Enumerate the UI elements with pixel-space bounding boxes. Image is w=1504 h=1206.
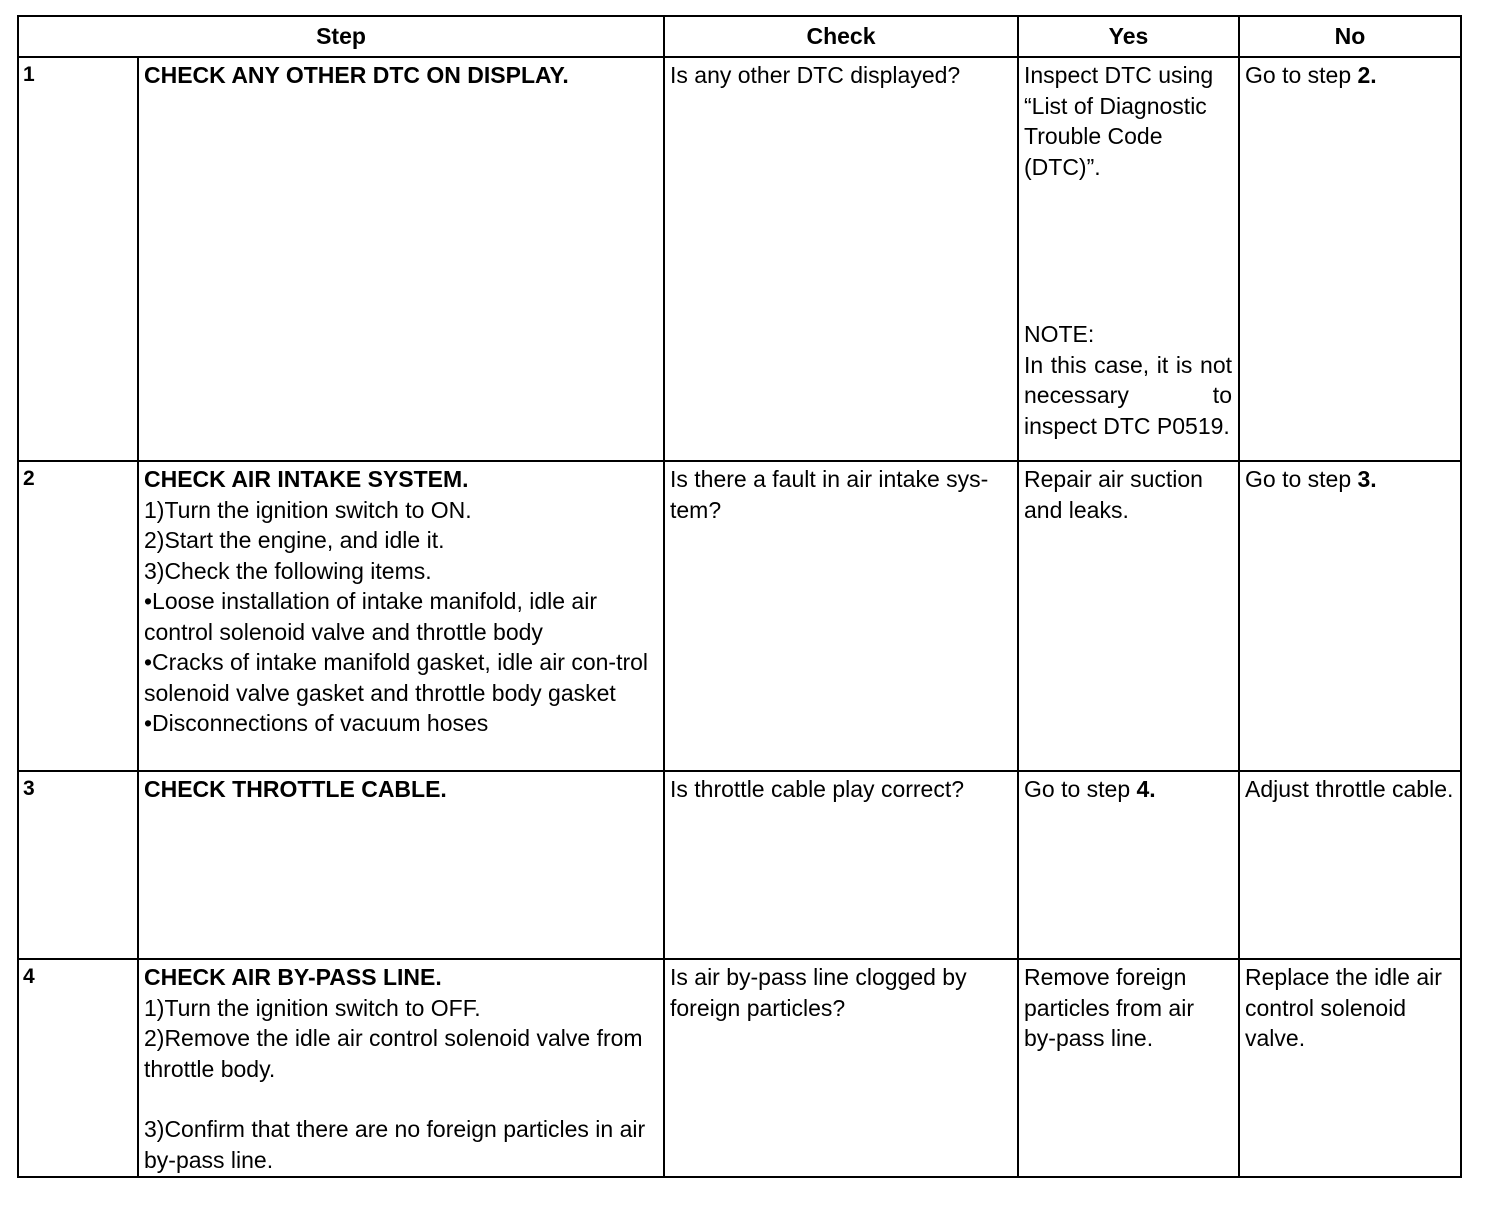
yes-text-line: Inspect DTC using [1024,62,1214,88]
yes-cell [1018,57,1239,461]
note-label: NOTE: [1024,321,1095,347]
header-row [18,16,1461,57]
check-question: Is any other DTC displayed? [670,62,961,88]
step-number: 4 [23,965,35,988]
yes-text: Go to step [1024,776,1137,802]
instruction-line: 3)Confirm that there are no foreign particles in air by-pass line. [144,1116,646,1173]
header-yes: Yes [1018,16,1239,57]
yes-text: Repair air suction and leaks. [1024,466,1203,523]
step-cell [138,959,664,1177]
check-cell [664,57,1018,461]
yes-text-line: Trouble Code [1024,123,1163,149]
yes-text: Remove foreign particles from air by-pass line. [1024,964,1194,1051]
step-title: CHECK ANY OTHER DTC ON DISPLAY. [144,62,569,88]
instruction-line: •Disconnections of vacuum hoses [144,710,489,736]
no-cell [1239,771,1461,959]
step-title: CHECK AIR BY-PASS LINE. [144,964,442,990]
header-no: No [1239,16,1461,57]
step-number-cell [18,959,138,1177]
step-number-cell [18,57,138,461]
instruction-line: 1)Turn the ignition switch to OFF. [144,994,481,1021]
instruction-line: 2)Remove the idle air control solenoid valve from throttle body. [144,1025,643,1082]
step-title: CHECK THROTTLE CABLE. [144,776,447,802]
no-cell [1239,461,1461,771]
check-question: Is throttle cable play correct? [670,776,965,802]
note-text: In this case, it is not necessary to inspect DTC P0519. [1024,351,1232,439]
step-number: 3 [23,777,35,800]
no-text: Go to step [1245,62,1358,88]
instruction-line: •Loose installation of intake manifold, idle air control solenoid valve and throttle body [144,588,597,645]
step-number: 2 [23,467,35,490]
step-reference: 2. [1357,62,1377,88]
yes-cell [1018,771,1239,959]
step-number-cell [18,771,138,959]
no-text: Adjust throttle cable. [1245,776,1454,802]
table-row [18,461,1461,771]
instruction-line: 1)Turn the ignition switch to ON. [144,496,472,523]
no-cell [1239,57,1461,461]
instruction-line: 2)Start the engine, and idle it. [144,527,445,553]
table-row [18,57,1461,461]
yes-text-line: (DTC)”. [1024,153,1101,180]
step-cell [138,57,664,461]
check-cell [664,771,1018,959]
yes-cell [1018,959,1239,1177]
check-cell [664,959,1018,1177]
diagnostic-table [17,15,1462,1178]
yes-cell [1018,461,1239,771]
check-cell [664,461,1018,771]
no-cell [1239,959,1461,1177]
table-row [18,771,1461,959]
step-title: CHECK AIR INTAKE SYSTEM. [144,466,469,492]
no-text: Go to step [1245,466,1358,492]
header-check: Check [664,16,1018,57]
instruction-line: 3)Check the following items. [144,557,432,584]
step-reference: 4. [1136,776,1156,802]
no-text: Replace the idle air control solenoid valve. [1245,964,1442,1051]
instruction-line: •Cracks of intake manifold gasket, idle air con-trol solenoid valve gasket and throttle body gasket [144,649,649,706]
step-number-cell [18,461,138,771]
header-step: Step [18,16,664,57]
step-number: 1 [23,63,35,86]
check-question: Is there a fault in air intake sys-tem? [670,466,989,523]
table-row [18,959,1461,1177]
yes-text-line: “List of Diagnostic [1024,92,1207,119]
step-cell [138,771,664,959]
step-reference: 3. [1357,466,1377,492]
check-question: Is air by-pass line clogged by foreign particles? [670,964,967,1021]
step-cell [138,461,664,771]
